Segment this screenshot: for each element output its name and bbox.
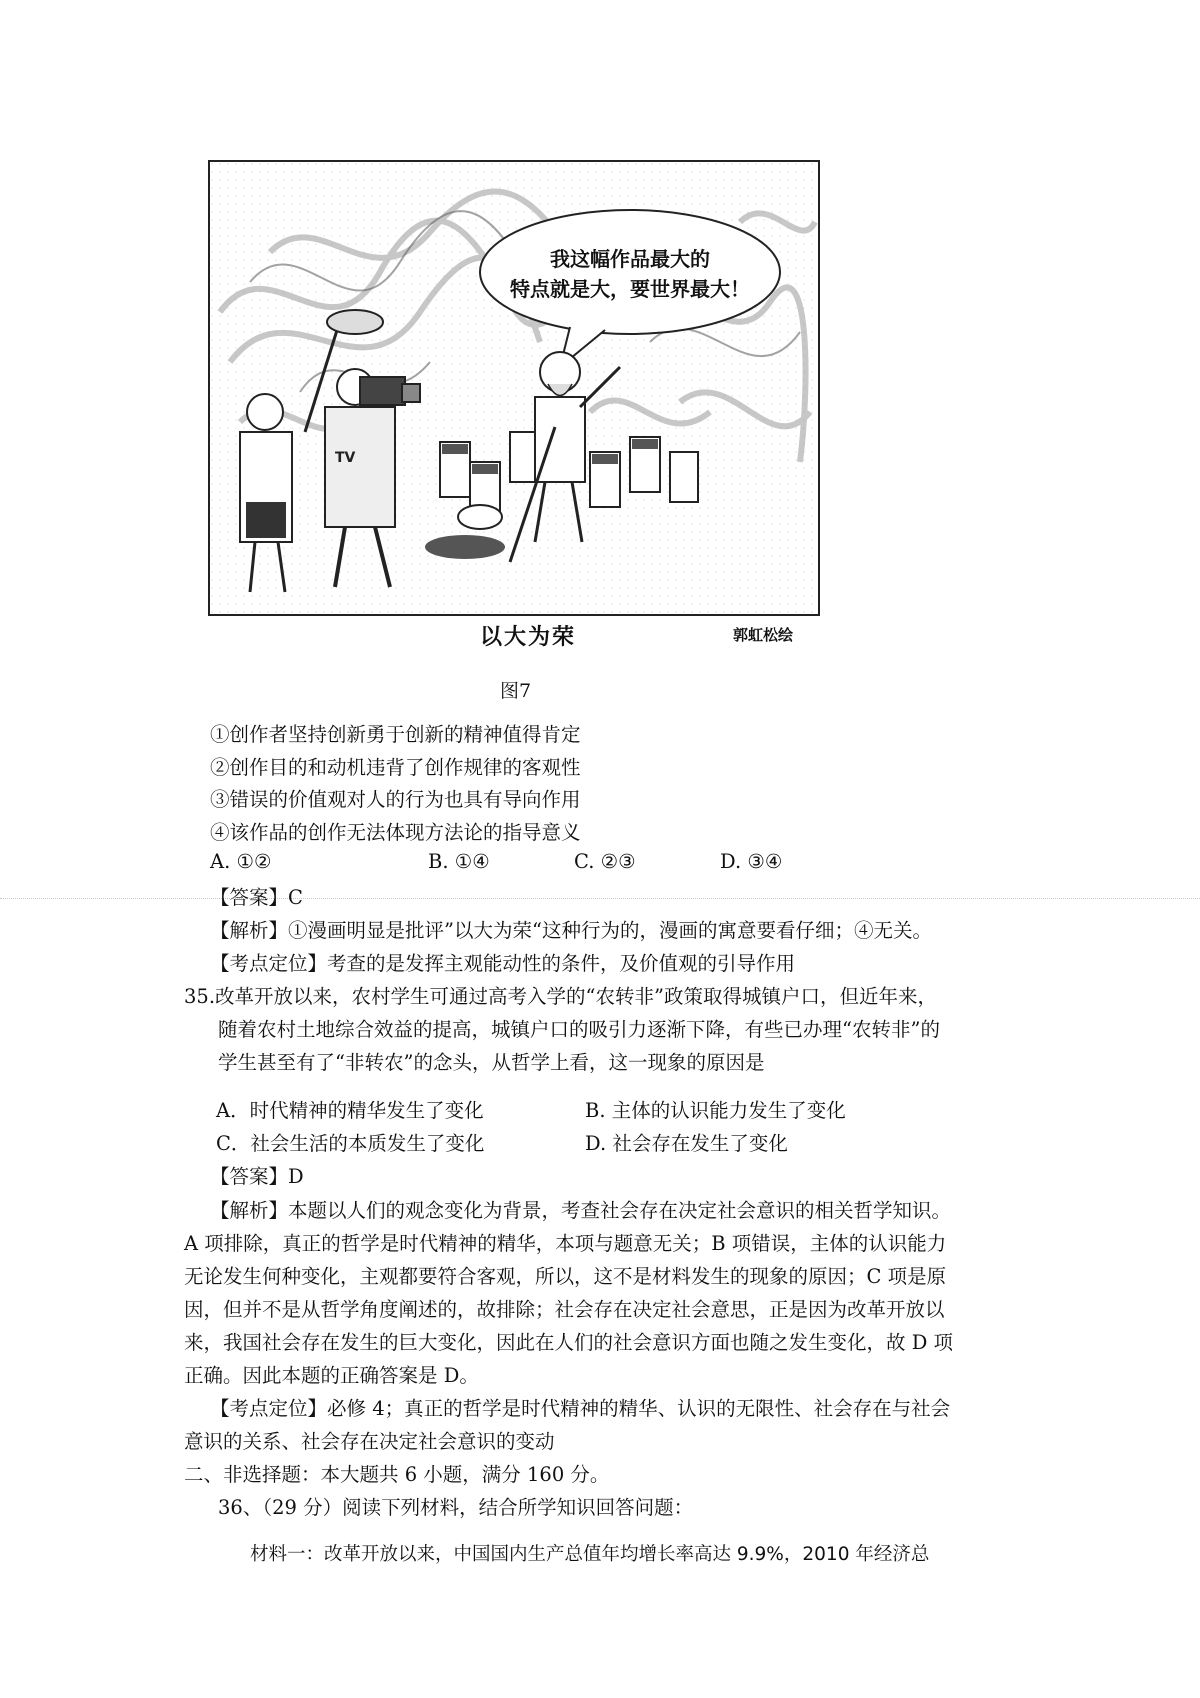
- section2-heading: 二、非选择题：本大题共 6 小题，满分 160 分。: [184, 1463, 610, 1486]
- speech-bubble-text: [510, 244, 750, 304]
- cartoon-title: 以大为荣: [480, 625, 577, 650]
- q35-stem-3: 学生甚至有了“非转农”的念头，从哲学上看，这一现象的原因是: [218, 1051, 765, 1074]
- page-divider: [0, 898, 1200, 899]
- q35-analysis-2: A 项排除，真正的哲学是时代精神的精华，本项与题意无关；B 项错误，主体的认识能力: [184, 1232, 947, 1255]
- q34-point: 【考点定位】考查的是发挥主观能动性的条件，及价值观的引导作用: [210, 952, 796, 975]
- cartoon-author: 郭虹松绘: [733, 626, 794, 644]
- statement-1: ①创作者坚持创新勇于创新的精神值得肯定: [210, 723, 581, 746]
- q34-analysis: 【解析】①漫画明显是批评”以大为荣“这种行为的，漫画的寓意要看仔细；④无关。: [210, 919, 932, 942]
- q35-analysis-3: 无论发生何种变化，主观都要符合客观，所以，这不是材料发生的现象的原因；C 项是原: [184, 1265, 947, 1288]
- q35-point-1: 【考点定位】必修 4；真正的哲学是时代精神的精华、认识的无限性、社会存在与社会: [210, 1397, 951, 1420]
- option-c: C. ②③: [574, 850, 636, 873]
- q35-option-a: A．时代精神的精华发生了变化: [216, 1099, 484, 1122]
- q35-answer: 【答案】D: [210, 1165, 304, 1188]
- q35-option-c: C．社会生活的本质发生了变化: [216, 1132, 485, 1155]
- q35-analysis-6: 正确。因此本题的正确答案是 D。: [184, 1364, 479, 1387]
- q35-analysis-1: 【解析】本题以人们的观念变化为背景，考查社会存在决定社会意识的相关哲学知识。: [210, 1199, 952, 1222]
- q35-analysis-5: 来，我国社会存在发生的巨大变化，因此在人们的社会意识方面也随之发生变化，故 D 项: [184, 1331, 954, 1354]
- speech-line-2: 特点就是大，要世界最大！: [510, 277, 750, 301]
- q35-analysis-4: 因，但并不是从哲学角度阐述的，故排除；社会存在决定社会意思，正是因为改革开放以: [184, 1298, 945, 1321]
- q35-point-2: 意识的关系、社会存在决定社会意识的变动: [184, 1430, 555, 1453]
- statement-2: ②创作目的和动机违背了创作规律的客观性: [210, 756, 581, 779]
- q36-intro: 36、（29 分）阅读下列材料，结合所学知识回答问题：: [218, 1496, 694, 1519]
- statement-4: ④该作品的创作无法体现方法论的指导意义: [210, 821, 581, 844]
- q35-option-b: B. 主体的认识能力发生了变化: [585, 1099, 846, 1122]
- cartoon-figure: [208, 160, 820, 616]
- q35-option-d: D. 社会存在发生了变化: [585, 1132, 788, 1155]
- option-b: B. ①④: [428, 850, 490, 873]
- tv-label: TV: [335, 450, 356, 466]
- option-d: D. ③④: [720, 850, 783, 873]
- q35-stem-1: 35.改革开放以来，农村学生可通过高考入学的“农转非”政策取得城镇户口，但近年来，: [184, 985, 937, 1008]
- speech-line-1: 我这幅作品最大的: [550, 247, 710, 271]
- option-a: A. ①②: [210, 850, 272, 873]
- q34-answer: 【答案】C: [210, 886, 303, 909]
- statement-3: ③错误的价值观对人的行为也具有导向作用: [210, 788, 581, 811]
- figure-label: 图7: [500, 680, 532, 702]
- q35-stem-2: 随着农村土地综合效益的提高，城镇户口的吸引力逐渐下降，有些已办理“农转非”的: [218, 1018, 940, 1041]
- cartoon-drawing: [210, 162, 820, 616]
- material-1: 材料一：改革开放以来，中国国内生产总值年均增长率高达 9.9%，2010 年经济总: [250, 1544, 930, 1565]
